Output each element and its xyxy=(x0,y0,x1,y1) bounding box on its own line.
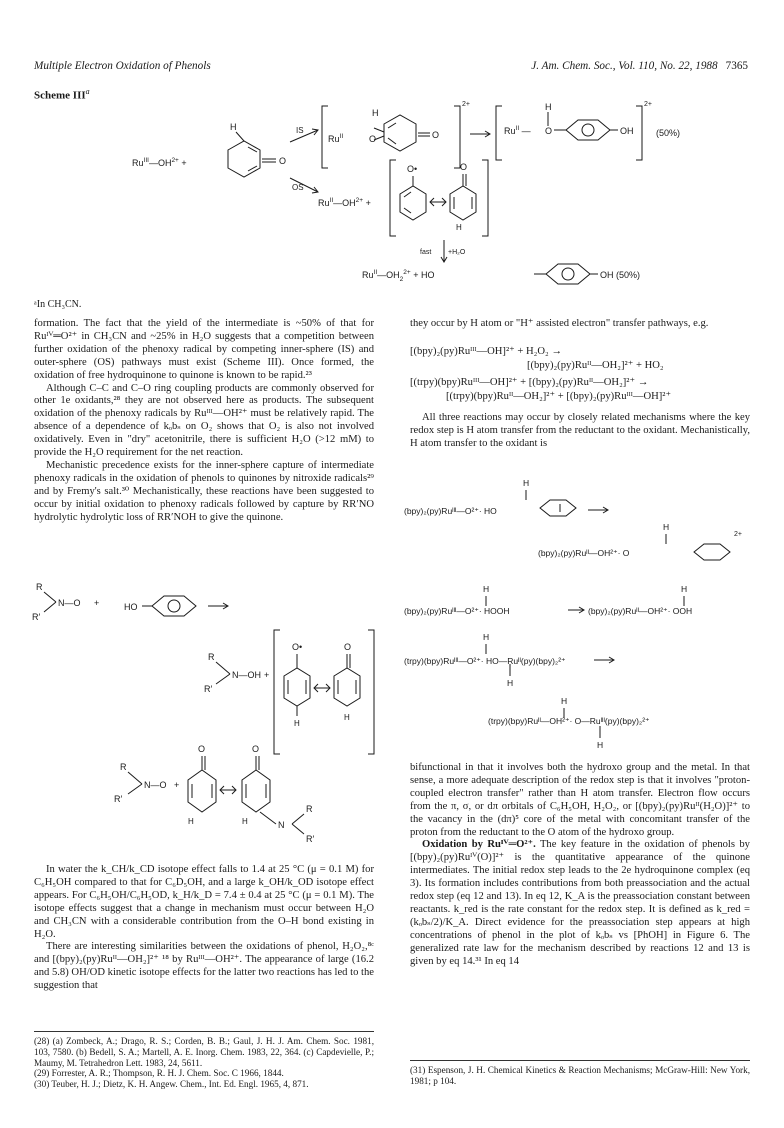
paragraph-text: The key feature in the oxidation of phenols by [(bpy)₂(py)Ruᴵⱽ(O)]²⁺ is the quantitative appearance of the quinone intermediates. The initial redox step leads to the 2e hydroquinone complex (eq 3). Its formation includes contributions from both preassociation and the actual redox step (eq 12 and 13). In eq 12, K_A is the preassociation constant between reactants. k_red is the rate constant for the redox step. It is defined as k_red = (kₒbₛ/2)/K_A. Direct evidence for the preassociation step appears at high concentrations of phenol in the plot of kₒbₛ vs [PhOH] in Figure 6. The generalized rate law for the mechanism described by reactions 12 and 13 is given by eq 14.³¹ In eq 14 xyxy=(410,839,750,967)
equation-2b: [(trpy)(bpy)Ruᴵᴵ—OH₂]²⁺ + [(bpy)₂(py)Ruᴵᴵᴵ—OH]²⁺ xyxy=(446,391,672,402)
right-column-bottom xyxy=(410,762,750,969)
paragraph: Although C–C and C–O ring coupling products are commonly observed for other 1e oxidants,²⁸ they are not observed here as products. The subsequent oxidation of the phenoxy radicals by Ruᴵᴵᴵ—OH²⁺ must be relatively rapid. The absence of a dependence of kₒbₛ on O₂ shows that O₂ is also not involved oxidatively. Even in "dry" acetonitrile, there is sufficient H₂O (>12 mM) to provide the H₂O requirement for the net reaction. xyxy=(34,382,374,459)
plus-sign-3: + xyxy=(174,780,180,790)
adduct-h-b: H xyxy=(242,817,248,826)
mech-product-3: (trpy)(bpy)Ruᴵᴵ—OH²⁺· O—Ruᴵᴵᴵ(py)(bpy)₂²⁺ xyxy=(488,716,650,726)
right-column-middle xyxy=(410,412,750,451)
os-product: $Ru^{II}—OH^{2+}$ + xyxy=(318,197,371,208)
adduct-r-prime: R′ xyxy=(306,834,315,844)
h2o-label: +H₂O xyxy=(448,249,466,256)
paragraph: In water the k_CH/k_CD isotope effect falls to 1.4 at 25 °C (μ = 0.1 M) for C₆H₅OH compared to that for C₆D₅OH, and a large k_OH/k_OD isotope effect appears. For C₆H₅OH/C₆H₅OD, k_H/k_D = 7.4 ± 0.4 at 25 °C (μ = 0.1 M). The isotope effects suggest that a change in mechanism must occur between H₂O and CH₃CN with a considerable contribution from the O–H bond existing in H₂O. xyxy=(34,864,374,940)
complex-o: O xyxy=(369,134,377,144)
product-ru: $Ru^{II}$ — xyxy=(504,125,531,136)
mech-h-7: H xyxy=(561,696,568,706)
footnote-rule-left xyxy=(34,1031,374,1032)
phenoxy-ring-2 xyxy=(694,544,730,560)
h-atom-transfer-diagram xyxy=(404,464,764,794)
reactant-ru: $Ru^{III}—OH^{2+}$ + xyxy=(132,157,187,168)
r-prime-group: R′ xyxy=(32,612,41,622)
phenol-ho: HO xyxy=(124,602,138,612)
os-bracket-left xyxy=(390,160,396,236)
complex-h: H xyxy=(372,108,379,118)
equation-1b: [(bpy)₂(py)Ruᴵᴵ—OH₂]²⁺ + HO₂ xyxy=(527,360,664,371)
mech-h-1: H xyxy=(523,478,530,488)
paragraph: Mechanistic precedence exists for the inner-sphere capture of intermediate phenoxy radicals in the oxidation of phenols to quinones by nitroxide radicals²⁹ and by Fremy's salt.³⁰ Mechanistically, these reactions have been suggested to occur by initial oxidation to phenoxy radicals followed by capture by RR′NO hydrolytic hydrolytic loss of RR′NOH to give the quinone. xyxy=(34,459,374,523)
footnotes-right xyxy=(410,1065,750,1087)
r-group-3: R xyxy=(120,762,127,772)
phenoxy-h: H xyxy=(294,719,300,728)
paragraph: formation. The fact that the yield of the intermediate is ~50% of that for Ruᴵⱽ═O²⁺ in CH₃CN and ~25% in H₂O suggests that a competition between further oxidation of the phenoxy radical by competing inner-sphere (IS) and outer-sphere (OS) pathways must exist (Scheme III). Once formed, the oxidation of free hydroquinone to quinone is known to be rapid.²³ xyxy=(34,318,374,381)
quinone-o: O xyxy=(460,162,468,172)
r-group: R xyxy=(36,582,43,592)
adduct-o-b: O xyxy=(252,744,260,754)
product-oh: OH xyxy=(620,126,634,136)
reactant-o: O xyxy=(279,156,287,166)
product-bracket-left xyxy=(496,106,502,160)
scheme-footnote: ᵃIn CH₃CN. xyxy=(34,299,82,310)
footnote-rule-right xyxy=(410,1060,750,1061)
footnote: (29) Forrester, A. R.; Thompson, R. H. J. Chem. Soc. C 1966, 1844. xyxy=(34,1068,284,1079)
plus-sign: + xyxy=(94,598,100,608)
section-heading: Oxidation by Ruᴵⱽ═O²⁺. xyxy=(422,839,536,851)
adduct-r: R xyxy=(306,804,313,814)
paragraph: All three reactions may occur by closely related mechanisms where the key redox step is H atom transfer from the reductant to the oxidant. Mechanistically, H atom transfer to the oxidant is xyxy=(410,412,750,449)
mech-product-2: (bpy)₂(py)Ruᴵᴵ—OH²⁺· OOH xyxy=(588,606,693,616)
complex-o2: O xyxy=(432,130,440,140)
final-products: $Ru^{II}—OH_2^{2+}$ + HO xyxy=(362,269,435,283)
adduct-h-a: H xyxy=(188,817,194,826)
running-header-right xyxy=(531,60,748,72)
footnote: (30) Teuber, H. J.; Dietz, K. H. Angew. Chem., Int. Ed. Engl. 1965, 4, 871. xyxy=(34,1079,309,1090)
complex-ring xyxy=(384,115,416,151)
left-column-top xyxy=(34,318,374,525)
hydroxylamine: N—OH xyxy=(232,670,261,680)
os-label: OS xyxy=(292,183,304,192)
mech-h-8: H xyxy=(597,740,604,750)
mech-product-1: (bpy)₂(py)Ruᴵᴵ—OH²⁺· O xyxy=(538,548,630,558)
footnote: (31) Espenson, J. H. Chemical Kinetics & Reaction Mechanisms; McGraw-Hill: New York, 1981; p 104. xyxy=(410,1065,750,1086)
running-header-left: Multiple Electron Oxidation of Phenols xyxy=(34,60,211,72)
radical-bracket-left xyxy=(274,630,280,754)
radical-h: H xyxy=(456,223,462,232)
complex-ru: $Ru^{II}$ xyxy=(328,133,344,144)
radical-bracket-right xyxy=(368,630,374,754)
r-prime-group-3: R′ xyxy=(114,794,123,804)
equation-2a: [(trpy)(bpy)Ruᴵᴵᴵ—OH]²⁺ + [(bpy)₂(py)Ruᴵᴵ—OH₂]²⁺ → xyxy=(410,377,649,388)
r-group-2: R xyxy=(208,652,215,662)
footnote: (28) (a) Zombeck, A.; Drago, R. S.; Corden, B. B.; Gaul, J. H. J. Am. Chem. Soc. 1981, 103, 7580. (b) Bedell, S. A.; Martell, A. E. Inorg. Chem. 1983, 22, 364. (c) Capdevielle, P.; Maumy, M. Tetrahedron Lett. 1983, 24, 5611. xyxy=(34,1036,374,1068)
scheme-iii-diagram xyxy=(0,98,784,298)
phenoxy-o: O• xyxy=(292,642,303,652)
quinone-o-2: O xyxy=(344,642,352,652)
right-column-top xyxy=(410,318,750,331)
footnotes-left xyxy=(34,1036,374,1090)
complex-bracket-right xyxy=(454,106,460,168)
is-label: IS xyxy=(296,126,304,135)
phenoxy-h-2: H xyxy=(344,713,350,722)
mech-h-3: H xyxy=(483,584,490,594)
product-bracket-right xyxy=(636,106,642,160)
fast-label: fast xyxy=(420,249,432,256)
scheme-label-sup: a xyxy=(85,87,90,96)
scheme-label-text: Scheme III xyxy=(34,89,86,102)
yield-top: (50%) xyxy=(656,128,681,138)
product-charge: 2+ xyxy=(644,101,652,108)
reactant-h: H xyxy=(230,122,237,132)
yield-bottom: OH (50%) xyxy=(600,270,641,280)
mech-reactant-1: (bpy)₂(py)Ruᴵᴵᴵ—O²⁺· HO xyxy=(404,506,497,516)
equation-1a: [(bpy)₂(py)Ruᴵᴵᴵ—OH]²⁺ + H₂O₂ → xyxy=(410,346,562,357)
nitroxide-diagram xyxy=(24,580,384,846)
paragraph: they occur by H atom or "H⁺ assisted electron" transfer pathways, e.g. xyxy=(410,318,709,329)
nitroxide-no-2: N—O xyxy=(144,780,167,790)
hydroquinone-ring xyxy=(546,264,590,284)
mech-h-5: H xyxy=(483,632,490,642)
left-column-bottom xyxy=(34,864,374,993)
mech-product-charge: 2+ xyxy=(734,531,742,538)
page-number: 7365 xyxy=(725,60,748,72)
paragraph xyxy=(410,839,750,968)
nitroxide-no: N—O xyxy=(58,598,81,608)
product-ring xyxy=(566,120,610,140)
is-arrow xyxy=(290,130,318,142)
phenol-ring-2 xyxy=(540,500,576,516)
complex-charge: 2+ xyxy=(462,101,470,108)
product-h: H xyxy=(545,102,552,112)
plus-sign-2: + xyxy=(264,670,270,680)
product-o: O xyxy=(545,126,553,136)
os-bracket-right xyxy=(482,160,488,236)
journal-citation: J. Am. Chem. Soc., Vol. 110, No. 22, 1988 xyxy=(531,60,718,72)
mech-reactant-2: (bpy)₂(py)Ruᴵᴵᴵ—O²⁺· HOOH xyxy=(404,606,510,616)
paragraph: There are interesting similarities between the oxidations of phenol, H₂O₂,⁸ᶜ and [(bpy)₂(py)Ruᴵᴵ—OH₂]²⁺ ¹⁸ by Ruᴵᴵᴵ—OH²⁺. The appearance of large (16.2 and 5.8) OH/OD kinetic isotope effects for the latter two reactions has led to the suggestion that xyxy=(34,941,374,992)
radical-o: O• xyxy=(407,164,418,174)
paragraph: bifunctional in that it involves both the hydroxo group and the metal. In that sense, a more adequate description of the redox step is that it involves "proton-coupled electron transfer" rather than H atom transfer. Electron flow occurs from the π, σ, or dπ orbitals of C₆H₅OH, H₂O₂, or [(bpy)₂(py)Ruᴵᴵ(H₂O)]²⁺ to the vacancy in the (dπ)⁵ core of the metal with concomitant transfer of the proton from the reductant to the O atom of the hydroxo group. xyxy=(410,762,750,838)
reactant-ring xyxy=(228,141,260,177)
r-prime-group-2: R′ xyxy=(204,684,213,694)
mech-h-2: H xyxy=(663,522,670,532)
adduct-o-a: O xyxy=(198,744,206,754)
mech-h-4: H xyxy=(681,584,688,594)
mech-h-6: H xyxy=(507,678,514,688)
phenol-ring xyxy=(152,596,196,616)
mech-reactant-3: (trpy)(bpy)Ruᴵᴵᴵ—O²⁺· HO—Ruᴵᴵ(py)(bpy)₂²⁺ xyxy=(404,656,566,666)
radical-ring-a xyxy=(400,186,426,220)
adduct-n: N xyxy=(278,820,285,830)
